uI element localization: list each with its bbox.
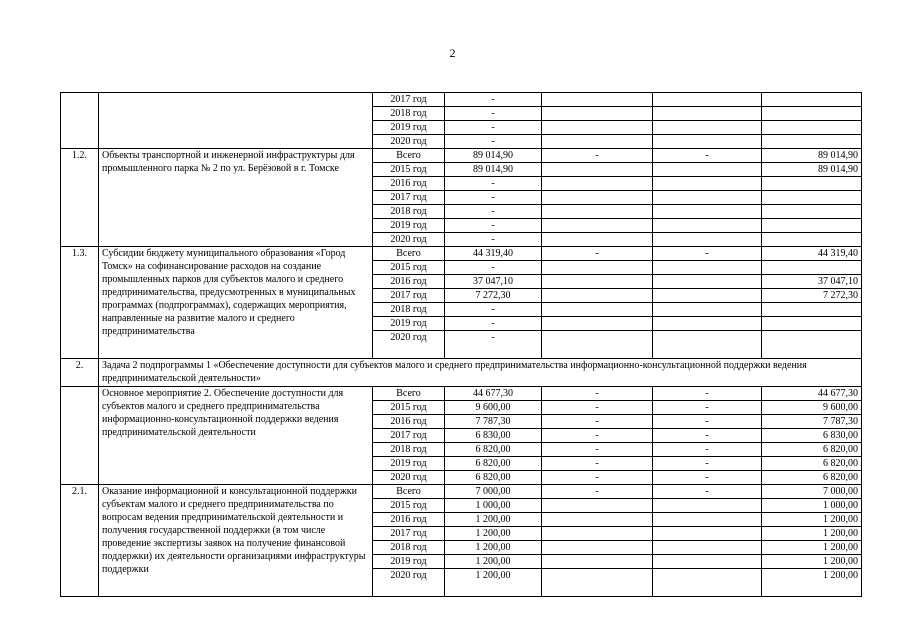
task-title-cell: Задача 2 подпрограммы 1 «Обеспечение доступности для субъектов малого и среднего предпринимательства информационно-консультационной поддержки ведения предпринимательской деятельности» <box>99 359 862 387</box>
year-cell: 2019 год <box>373 121 445 135</box>
total-cell: 7 272,30 <box>445 289 542 303</box>
year-cell: 2016 год <box>373 513 445 527</box>
year-cell: 2016 год <box>373 275 445 289</box>
regional-cell: - <box>653 387 762 401</box>
regional-cell: - <box>653 485 762 499</box>
total-cell: - <box>445 135 542 149</box>
local-cell: 9 600,00 <box>762 401 862 415</box>
federal-cell <box>542 191 653 205</box>
federal-cell <box>542 555 653 569</box>
federal-cell <box>542 107 653 121</box>
federal-cell <box>542 261 653 275</box>
local-cell: 1 200,00 <box>762 527 862 541</box>
year-cell: 2017 год <box>373 191 445 205</box>
local-cell <box>762 303 862 317</box>
regional-cell <box>653 93 762 107</box>
regional-cell <box>653 555 762 569</box>
local-cell <box>762 261 862 275</box>
year-cell: 2015 год <box>373 401 445 415</box>
federal-cell <box>542 275 653 289</box>
local-cell: 44 677,30 <box>762 387 862 401</box>
regional-cell: - <box>653 401 762 415</box>
local-cell: 1 000,00 <box>762 499 862 513</box>
regional-cell <box>653 261 762 275</box>
regional-cell: - <box>653 457 762 471</box>
year-cell: 2020 год <box>373 135 445 149</box>
total-cell: - <box>445 331 542 359</box>
regional-cell <box>653 541 762 555</box>
local-cell: 1 200,00 <box>762 541 862 555</box>
local-cell <box>762 317 862 331</box>
regional-cell: - <box>653 443 762 457</box>
regional-cell: - <box>653 149 762 163</box>
total-cell: 1 200,00 <box>445 527 542 541</box>
year-cell: 2015 год <box>373 163 445 177</box>
regional-cell <box>653 191 762 205</box>
local-cell: 6 820,00 <box>762 443 862 457</box>
regional-cell <box>653 499 762 513</box>
federal-cell <box>542 303 653 317</box>
year-cell: 2018 год <box>373 443 445 457</box>
total-cell: - <box>445 233 542 247</box>
year-cell: 2018 год <box>373 205 445 219</box>
regional-cell <box>653 331 762 359</box>
total-cell: 1 200,00 <box>445 555 542 569</box>
year-cell: 2020 год <box>373 233 445 247</box>
federal-cell: - <box>542 387 653 401</box>
total-cell: - <box>445 93 542 107</box>
row-description-cell: Основное мероприятие 2. Обеспечение доступности для субъектов малого и среднего предпринимательства информационно-консультационной поддержки ведения предпринимательской деятельности <box>99 387 373 485</box>
federal-cell <box>542 233 653 247</box>
row-description-cell: Оказание информационной и консультационной поддержки субъектам малого и среднего предпринимательства по вопросам ведения предпринимательской деятельности и получения государственной поддержки (в том числе проведение экспертизы заявок на получение финансовой поддержки) их деятельности организациями инфраструктуры поддержки <box>99 485 373 597</box>
local-cell: 37 047,10 <box>762 275 862 289</box>
table-row <box>61 149 862 163</box>
regional-cell: - <box>653 415 762 429</box>
federal-cell: - <box>542 443 653 457</box>
year-cell: 2017 год <box>373 429 445 443</box>
row-number-cell <box>61 387 99 485</box>
local-cell: 1 200,00 <box>762 555 862 569</box>
federal-cell <box>542 527 653 541</box>
total-cell: 44 677,30 <box>445 387 542 401</box>
regional-cell <box>653 275 762 289</box>
year-cell: 2020 год <box>373 569 445 597</box>
federal-cell <box>542 205 653 219</box>
federal-cell <box>542 289 653 303</box>
budget-table <box>60 92 862 597</box>
page-number: 2 <box>449 46 456 60</box>
local-cell: 6 820,00 <box>762 471 862 485</box>
year-cell: 2020 год <box>373 471 445 485</box>
row-number-cell: 1.2. <box>61 149 99 247</box>
federal-cell: - <box>542 149 653 163</box>
total-cell: 7 000,00 <box>445 485 542 499</box>
row-description-cell: Субсидии бюджету муниципального образования «Город Томск» на софинансирование расходов на создание промышленных парков для субъектов малого и среднего предпринимательства, предусмотренных в муниципальных программах (подпрограммах), содержащих мероприятия, направленные на развитие малого и среднего предпринимательства <box>99 247 373 359</box>
total-cell: - <box>445 107 542 121</box>
federal-cell <box>542 219 653 233</box>
year-cell: 2018 год <box>373 541 445 555</box>
total-cell: - <box>445 261 542 275</box>
local-cell <box>762 177 862 191</box>
year-cell: Всего <box>373 247 445 261</box>
total-cell: 6 820,00 <box>445 457 542 471</box>
regional-cell <box>653 317 762 331</box>
federal-cell: - <box>542 485 653 499</box>
row-description-cell: Объекты транспортной и инженерной инфраструктуры для промышленного парка № 2 по ул. Берёзовой в г. Томске <box>99 149 373 247</box>
total-cell: - <box>445 317 542 331</box>
year-cell: 2018 год <box>373 303 445 317</box>
row-number-cell: 2.1. <box>61 485 99 597</box>
federal-cell <box>542 121 653 135</box>
federal-cell <box>542 163 653 177</box>
total-cell: - <box>445 205 542 219</box>
local-cell: 7 272,30 <box>762 289 862 303</box>
year-cell: 2016 год <box>373 177 445 191</box>
federal-cell <box>542 541 653 555</box>
total-cell: 1 200,00 <box>445 513 542 527</box>
regional-cell <box>653 303 762 317</box>
federal-cell <box>542 177 653 191</box>
local-cell: 1 200,00 <box>762 513 862 527</box>
local-cell <box>762 121 862 135</box>
regional-cell: - <box>653 247 762 261</box>
local-cell <box>762 331 862 359</box>
federal-cell: - <box>542 457 653 471</box>
row-number-cell: 1.3. <box>61 247 99 359</box>
year-cell: 2016 год <box>373 415 445 429</box>
federal-cell <box>542 135 653 149</box>
row-description-cell <box>99 93 373 149</box>
total-cell: - <box>445 303 542 317</box>
federal-cell <box>542 499 653 513</box>
total-cell: 44 319,40 <box>445 247 542 261</box>
year-cell: 2019 год <box>373 317 445 331</box>
total-cell: 1 200,00 <box>445 541 542 555</box>
total-cell: - <box>445 121 542 135</box>
total-cell: 89 014,90 <box>445 163 542 177</box>
table-row <box>61 93 862 107</box>
federal-cell <box>542 317 653 331</box>
regional-cell <box>653 233 762 247</box>
local-cell: 89 014,90 <box>762 149 862 163</box>
local-cell <box>762 93 862 107</box>
regional-cell: - <box>653 429 762 443</box>
regional-cell <box>653 569 762 597</box>
local-cell: 89 014,90 <box>762 163 862 177</box>
local-cell: 7 787,30 <box>762 415 862 429</box>
local-cell <box>762 107 862 121</box>
year-cell: 2017 год <box>373 93 445 107</box>
task-number-cell: 2. <box>61 359 99 387</box>
regional-cell <box>653 107 762 121</box>
regional-cell <box>653 513 762 527</box>
regional-cell <box>653 135 762 149</box>
year-cell: 2017 год <box>373 527 445 541</box>
total-cell: - <box>445 219 542 233</box>
total-cell: 1 200,00 <box>445 569 542 597</box>
total-cell: 89 014,90 <box>445 149 542 163</box>
year-cell: 2019 год <box>373 219 445 233</box>
table-row <box>61 485 862 499</box>
federal-cell: - <box>542 247 653 261</box>
local-cell <box>762 135 862 149</box>
regional-cell <box>653 219 762 233</box>
local-cell <box>762 219 862 233</box>
federal-cell: - <box>542 471 653 485</box>
year-cell: 2019 год <box>373 555 445 569</box>
year-cell: 2017 год <box>373 289 445 303</box>
local-cell: 1 200,00 <box>762 569 862 597</box>
regional-cell <box>653 163 762 177</box>
federal-cell: - <box>542 401 653 415</box>
total-cell: 9 600,00 <box>445 401 542 415</box>
year-cell: 2015 год <box>373 499 445 513</box>
federal-cell: - <box>542 429 653 443</box>
total-cell: - <box>445 177 542 191</box>
row-number-cell <box>61 93 99 149</box>
federal-cell <box>542 513 653 527</box>
local-cell: 6 820,00 <box>762 457 862 471</box>
total-cell: - <box>445 191 542 205</box>
table-row <box>61 387 862 401</box>
total-cell: 1 000,00 <box>445 499 542 513</box>
year-cell: Всего <box>373 387 445 401</box>
local-cell: 6 830,00 <box>762 429 862 443</box>
federal-cell <box>542 331 653 359</box>
year-cell: 2018 год <box>373 107 445 121</box>
local-cell: 7 000,00 <box>762 485 862 499</box>
year-cell: 2020 год <box>373 331 445 359</box>
total-cell: 37 047,10 <box>445 275 542 289</box>
table-row <box>61 359 862 387</box>
total-cell: 6 820,00 <box>445 443 542 457</box>
year-cell: Всего <box>373 485 445 499</box>
regional-cell <box>653 121 762 135</box>
regional-cell <box>653 205 762 219</box>
federal-cell: - <box>542 415 653 429</box>
total-cell: 6 820,00 <box>445 471 542 485</box>
year-cell: Всего <box>373 149 445 163</box>
regional-cell <box>653 177 762 191</box>
regional-cell <box>653 289 762 303</box>
regional-cell <box>653 527 762 541</box>
local-cell: 44 319,40 <box>762 247 862 261</box>
year-cell: 2019 год <box>373 457 445 471</box>
regional-cell: - <box>653 471 762 485</box>
year-cell: 2015 год <box>373 261 445 275</box>
federal-cell <box>542 93 653 107</box>
local-cell <box>762 205 862 219</box>
local-cell <box>762 191 862 205</box>
table-row <box>61 247 862 261</box>
total-cell: 7 787,30 <box>445 415 542 429</box>
total-cell: 6 830,00 <box>445 429 542 443</box>
federal-cell <box>542 569 653 597</box>
local-cell <box>762 233 862 247</box>
